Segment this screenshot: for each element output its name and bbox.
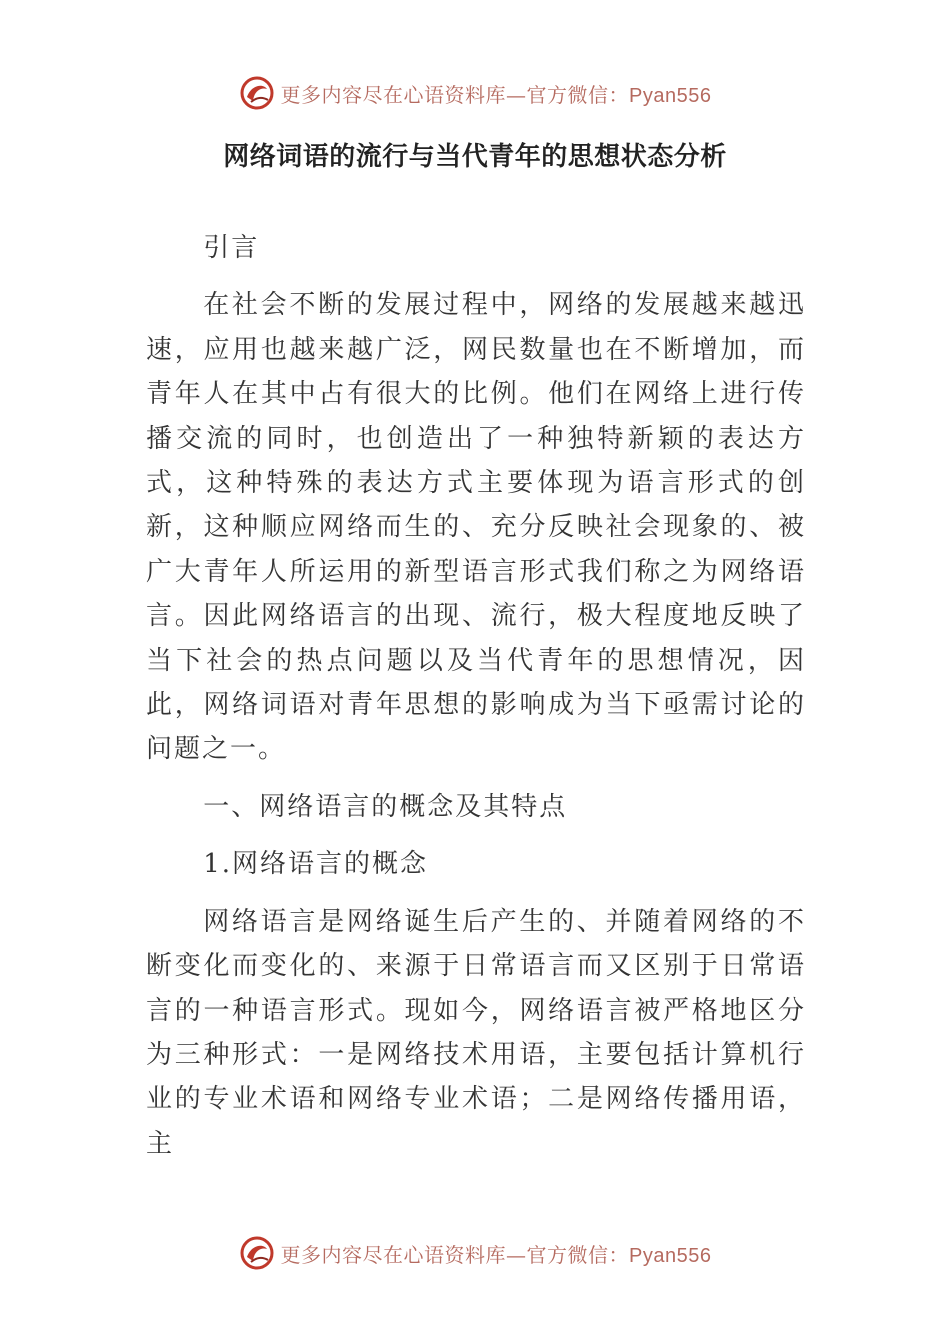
document-body <box>146 226 806 1179</box>
header-banner-text: 更多内容尽在心语资料库—官方微信：Pyan556 <box>280 82 712 107</box>
paragraph-intro-heading: 引言 <box>203 233 260 263</box>
footer-banner-text: 更多内容尽在心语资料库—官方微信：Pyan556 <box>280 1242 712 1267</box>
subsection-heading-1-1: 1.网络语言的概念 <box>203 849 428 880</box>
paragraph-intro: 在社会不断的发展过程中，网络的发展越来越迅速，应用也越来越广泛，网民数量也在不断增加，而青年人在其中占有很大的比例。他们在网络上进行传播交流的同时，也创造出了一种独特新颖的表达方式，这种特殊的表达方式主要体现为语言形式的创新，这种顺应网络而生的、充分反映社会现象的、被广大青年人所运用的新型语言形式我们称之为网络语言。因此网络语言的出现、流行，极大程度地反映了当下社会的热点问题以及当代青年的思想情况，因此，网络词语对青年思想的影响成为当下亟需讨论的问题之一。 <box>146 290 806 765</box>
document-title: 网络词语的流行与当代青年的思想状态分析 <box>223 142 727 172</box>
header-banner <box>0 70 950 116</box>
header-wechat-id: Pyan556 <box>629 84 712 107</box>
footer-wechat-id: Pyan556 <box>629 1244 712 1267</box>
red-swirl-logo-icon <box>239 1235 275 1271</box>
paragraph-concept: 网络语言是网络诞生后产生的、并随着网络的不断变化而变化的、来源于日常语言而又区别于日常语言的一种语言形式。现如今，网络语言被严格地区分为三种形式：一是网络技术用语，主要包括计算机行业的专业术语和网络专业术语；二是网络传播用语，主 <box>146 906 806 1159</box>
red-swirl-logo-icon <box>239 75 275 111</box>
footer-banner <box>0 1230 950 1276</box>
section-heading-1: 一、网络语言的概念及其特点 <box>203 791 568 822</box>
